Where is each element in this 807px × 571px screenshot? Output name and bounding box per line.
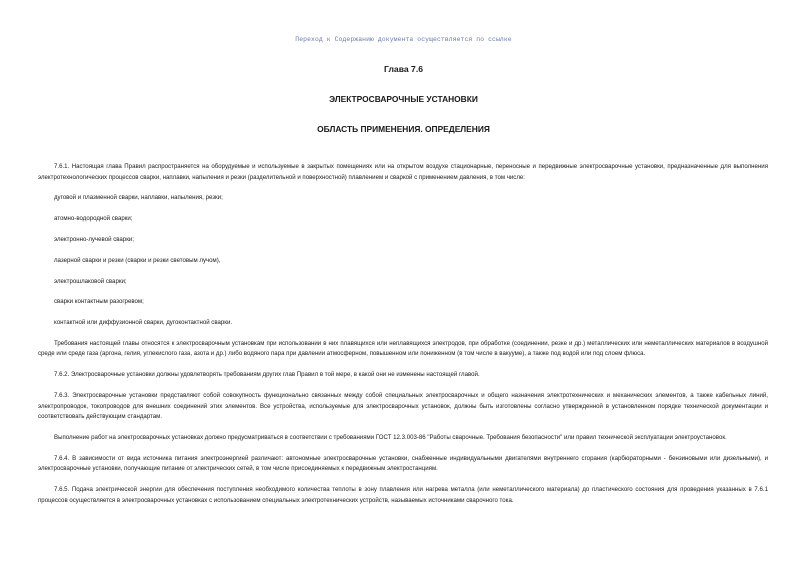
document-body <box>38 162 768 506</box>
list-item: электрошлаковой сварки; <box>54 277 127 285</box>
list-item: электронно-лучевой сварки; <box>54 235 134 243</box>
section-title: ЭЛЕКТРОСВАРОЧНЫЕ УСТАНОВКИ <box>329 94 478 104</box>
subsection-title: ОБЛАСТЬ ПРИМЕНЕНИЯ. ОПРЕДЕЛЕНИЯ <box>317 124 490 134</box>
paragraph-7-6-4: 7.6.4. В зависимости от вида источника питания электроэнергией различают: автономные электросварочные установки, снабженные индивидуальными двигателями внутреннего сгорания (карбюраторными - бензиновыми или дизельными), и электросварочные установки, получающие питание от электрических сетей, в том числе присоединяемых к передвижным электростанциям. <box>38 454 768 473</box>
contents-link[interactable]: Переход к Содержанию документа осуществляется по ссылке <box>295 36 512 43</box>
paragraph-7-6-1: 7.6.1. Настоящая глава Правил распространяется на оборудуемые и используемые в закрытых помещениях или на открытом воздухе стационарные, переносные и передвижные электросварочные установки, предназначенные для выполнения электротехнологических процессов сварки, наплавки, напыления и резки (разделительной и поверхностной) плавлением и сваркой с применением давления, в том числе: <box>38 163 768 181</box>
list-item: дуговой и плазменной сварки, наплавки, напыления, резки; <box>54 194 223 202</box>
list-item: лазерной сварки и резки (сварки и резки световым лучом), <box>54 256 221 264</box>
chapter-heading: Глава 7.6 <box>384 64 423 74</box>
list-item: сварки контактным разогревом; <box>54 298 144 306</box>
paragraph-7-6-5: 7.6.5. Подача электрической энергии для обеспечения поступления необходимого количества теплоты в зону плавления или нагрева металла (или неметаллического материала) до пластического состояния для проведения указанных в 7.6.1 процессов осуществляется в электросварочных установках с использованием специальных электротехнических устройств, называемых источниками сварочного тока. <box>38 486 768 504</box>
paragraph-7-6-2: 7.6.2. Электросварочные установки должны удовлетворять требованиям других глав Правил в той мере, в какой они не изменены настоящей главой. <box>54 371 480 379</box>
paragraph-7-6-3: 7.6.3. Электросварочные установки представляют собой совокупность функционально связанных между собой специальных электросварочных и общего назначения электротехнических и механических элементов, а также кабельных линий, электропроводок, токопроводов для внешних соединений этих элементов. Все устройства, используемые для электросварочных установок, должны быть изготовлены согласно утвержденной в установленном порядке технической документации и соответствовать действующим стандартам. <box>38 392 768 421</box>
list-item: контактной или диффузионной сварки, дугоконтактной сварки. <box>54 319 233 327</box>
list-item: атомно-водородной сварки; <box>54 215 133 223</box>
paragraph-works: Выполнение работ на электросварочных установках должно предусматриваться в соответствии с требованиями ГОСТ 12.3.003-86 "Работы сварочные. Требования безопасности" или правил технической эксплуатации электроустановок. <box>54 433 727 441</box>
paragraph-requirements: Требования настоящей главы относятся к электросварочным установкам при использовании в них плавящихся или неплавящихся электродов, при обработке (соединении, резке и др.) металлических или неметаллических материалов в воздушной среде или среде газа (аргона, гелия, углекислого газа, азота и др.) либо водяного пара при давлении атмосферном, повышенном или пониженном (в том числе в вакууме), а также под водой или под слоем флюса. <box>38 339 768 358</box>
